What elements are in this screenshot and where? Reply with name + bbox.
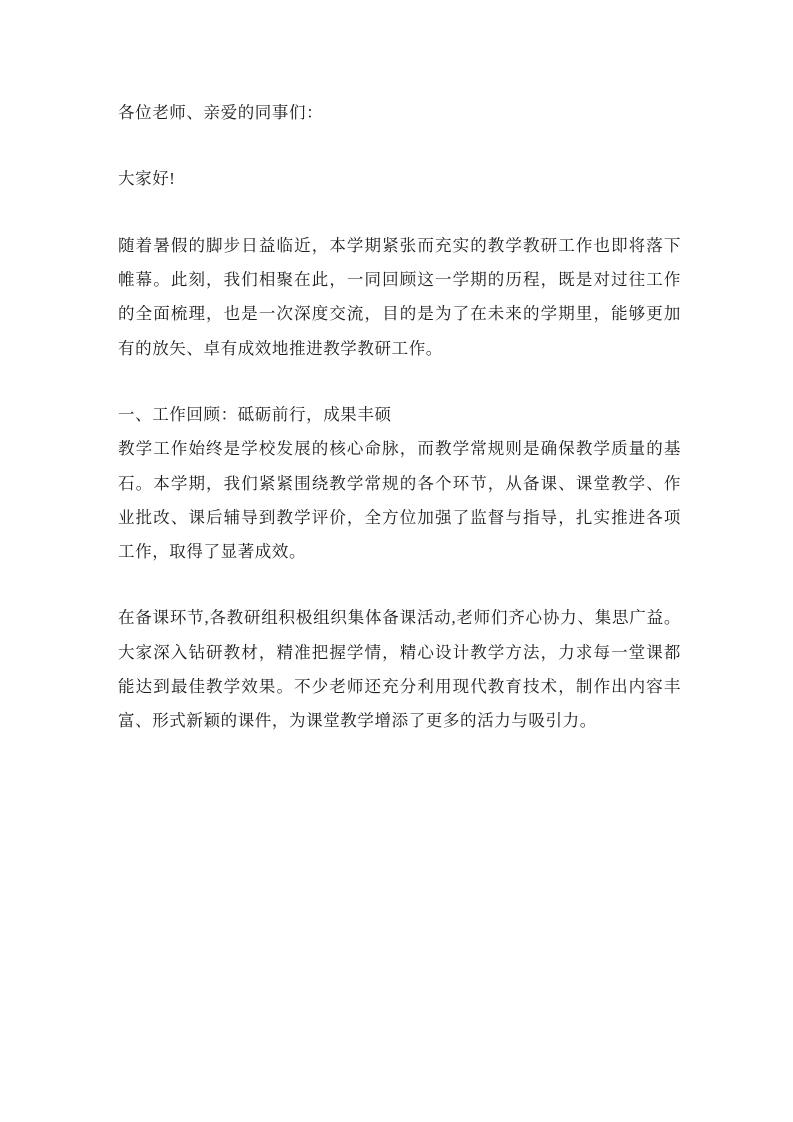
- document-body: [118, 96, 681, 739]
- salutation-paragraph: 各位老师、亲爱的同事们：: [118, 103, 324, 122]
- introduction-paragraph: 随着暑假的脚步日益临近，本学期紧张而充实的教学教研工作也即将落下帷幕。此刻，我们相聚在此，一同回顾这一学期的历程，既是对过往工作的全面梳理，也是一次深度交流，目的是为了在未来的学期里，能够更加有的放矢、卓有成效地推进教学教研工作。: [118, 235, 681, 358]
- greeting-paragraph: 大家好!: [118, 169, 176, 189]
- lesson-preparation-paragraph: 在备课环节,各教研组积极组织集体备课活动,老师们齐心协力、集思广益。大家深入钻研教材，精准把握学情，精心设计教学方法，力求每一堂课都能达到最佳教学效果。不少老师还充分利用现代教育技术，制作出内容丰富、形式新颖的课件，为课堂教学增添了更多的活力与吸引力。: [118, 608, 681, 731]
- section-one-body-paragraph: 教学工作始终是学校发展的核心命脉，而教学常规则是确保教学质量的基石。本学期，我们紧紧围绕教学常规的各个环节，从备课、课堂教学、作业批改、课后辅导到教学评价，全方位加强了监督与指导，扎实推进各项工作，取得了显著成效。: [118, 439, 681, 562]
- section-heading-one: 一、工作回顾：砥砺前行，成果丰硕: [118, 404, 392, 424]
